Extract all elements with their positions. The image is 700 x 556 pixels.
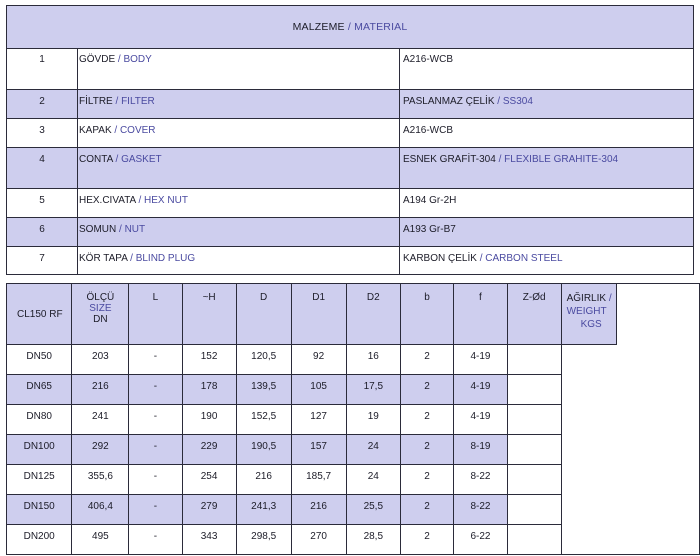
part-material: A216-WCB [403, 125, 454, 136]
cell-d2: 185,7 [291, 465, 346, 495]
dimension-header-row [7, 284, 700, 345]
cell-weight [507, 375, 561, 405]
part-name: CONTA / GASKET [79, 154, 162, 165]
part-name: FİLTRE / FILTER [79, 96, 155, 107]
cell-l: 292 [72, 435, 129, 465]
cell-l: 495 [72, 525, 129, 555]
cell-z: 6-22 [454, 525, 508, 555]
cell-weight [507, 495, 561, 525]
D-header: D [236, 284, 291, 345]
cell-weight [507, 435, 561, 465]
cell-d1: 120,5 [236, 345, 291, 375]
cell-dn: DN150 [7, 495, 72, 525]
part-name: GÖVDE / BODY [79, 54, 152, 65]
cell-dn: DN200 [7, 525, 72, 555]
Z-header: Z-Ød [507, 284, 561, 345]
H-header: ~H [182, 284, 236, 345]
cell-f: 2 [401, 345, 454, 375]
dimension-row [7, 345, 700, 375]
cell-f: 2 [401, 375, 454, 405]
cell-dn: DN50 [7, 345, 72, 375]
material-row [7, 90, 693, 119]
dimension-row [7, 465, 700, 495]
cell-h: - [129, 465, 182, 495]
cell-b: 24 [346, 465, 400, 495]
cell-d1: 216 [236, 465, 291, 495]
material-row [7, 247, 693, 275]
material-column-divider [399, 48, 400, 274]
dimension-row [7, 375, 700, 405]
cell-z: 8-19 [454, 435, 508, 465]
cell-z: 4-19 [454, 405, 508, 435]
dimension-row [7, 525, 700, 555]
cell-f: 2 [401, 405, 454, 435]
cell-b: 25,5 [346, 495, 400, 525]
cell-d1: 139,5 [236, 375, 291, 405]
cell-d1: 298,5 [236, 525, 291, 555]
part-number: 4 [39, 154, 45, 165]
cell-d2: 105 [291, 375, 346, 405]
cell-l: 203 [72, 345, 129, 375]
cell-f: 2 [401, 435, 454, 465]
cell-d: 279 [182, 495, 236, 525]
material-row [7, 48, 693, 90]
material-header-tr: MALZEME [292, 21, 345, 33]
part-material: PASLANMAZ ÇELİK / SS304 [403, 96, 533, 107]
material-row [7, 218, 693, 247]
part-number: 1 [39, 54, 45, 65]
cell-b: 28,5 [346, 525, 400, 555]
cell-l: 216 [72, 375, 129, 405]
cell-dn: DN125 [7, 465, 72, 495]
dimension-row [7, 495, 700, 525]
class-label: CL150 RF [7, 284, 72, 345]
cell-b: 19 [346, 405, 400, 435]
part-name: HEX.CIVATA / HEX NUT [79, 195, 188, 206]
cell-d: 343 [182, 525, 236, 555]
cell-h: - [129, 375, 182, 405]
cell-weight [507, 525, 561, 555]
b-header: b [401, 284, 454, 345]
material-table [6, 5, 694, 275]
cell-l: 355,6 [72, 465, 129, 495]
cell-f: 2 [401, 465, 454, 495]
cell-dn: DN65 [7, 375, 72, 405]
cell-weight [507, 465, 561, 495]
cell-dn: DN100 [7, 435, 72, 465]
cell-h: - [129, 435, 182, 465]
cell-z: 4-19 [454, 345, 508, 375]
cell-d: 190 [182, 405, 236, 435]
cell-b: 24 [346, 435, 400, 465]
material-column-divider [77, 48, 78, 274]
cell-b: 17,5 [346, 375, 400, 405]
part-material: KARBON ÇELİK / CARBON STEEL [403, 253, 563, 264]
cell-d: 152 [182, 345, 236, 375]
cell-h: - [129, 345, 182, 375]
part-number: 2 [39, 96, 45, 107]
cell-f: 2 [401, 495, 454, 525]
cell-d2: 92 [291, 345, 346, 375]
weight-header: AĞIRLIK / WEIGHT KGS [561, 284, 616, 345]
cell-h: - [129, 525, 182, 555]
cell-weight [507, 345, 561, 375]
material-row [7, 189, 693, 218]
part-number: 5 [39, 195, 45, 206]
L-header: L [129, 284, 182, 345]
cell-d: 254 [182, 465, 236, 495]
cell-b: 16 [346, 345, 400, 375]
cell-d2: 157 [291, 435, 346, 465]
cell-z: 4-19 [454, 375, 508, 405]
cell-l: 241 [72, 405, 129, 435]
dimension-table [6, 283, 700, 555]
cell-d: 229 [182, 435, 236, 465]
cell-z: 8-22 [454, 465, 508, 495]
part-number: 6 [39, 224, 45, 235]
cell-d2: 127 [291, 405, 346, 435]
cell-d1: 152,5 [236, 405, 291, 435]
material-row [7, 119, 693, 148]
cell-h: - [129, 405, 182, 435]
cell-d1: 190,5 [236, 435, 291, 465]
part-material: ESNEK GRAFİT-304 / FLEXIBLE GRAHITE-304 [403, 154, 619, 165]
dimension-row [7, 405, 700, 435]
cell-z: 8-22 [454, 495, 508, 525]
material-row [7, 148, 693, 189]
size-header: ÖLÇÜ SIZE DN [72, 284, 129, 345]
cell-dn: DN80 [7, 405, 72, 435]
D1-header: D1 [291, 284, 346, 345]
part-material: A194 Gr-2H [403, 195, 457, 206]
part-name: KÖR TAPA / BLIND PLUG [79, 253, 196, 264]
part-material: A216-WCB [403, 54, 454, 65]
cell-f: 2 [401, 525, 454, 555]
cell-d: 178 [182, 375, 236, 405]
dimension-row [7, 435, 700, 465]
cell-h: - [129, 495, 182, 525]
part-number: 3 [39, 125, 45, 136]
D2-header: D2 [346, 284, 400, 345]
f-header: f [454, 284, 508, 345]
cell-d2: 216 [291, 495, 346, 525]
part-material: A193 Gr-B7 [403, 224, 456, 235]
cell-d1: 241,3 [236, 495, 291, 525]
part-number: 7 [39, 253, 45, 264]
cell-l: 406,4 [72, 495, 129, 525]
material-header-en: MATERIAL [354, 21, 408, 33]
part-name: SOMUN / NUT [79, 224, 146, 235]
cell-d2: 270 [291, 525, 346, 555]
cell-weight [507, 405, 561, 435]
material-header: MALZEME / MATERIAL [7, 6, 693, 49]
part-name: KAPAK / COVER [79, 125, 156, 136]
